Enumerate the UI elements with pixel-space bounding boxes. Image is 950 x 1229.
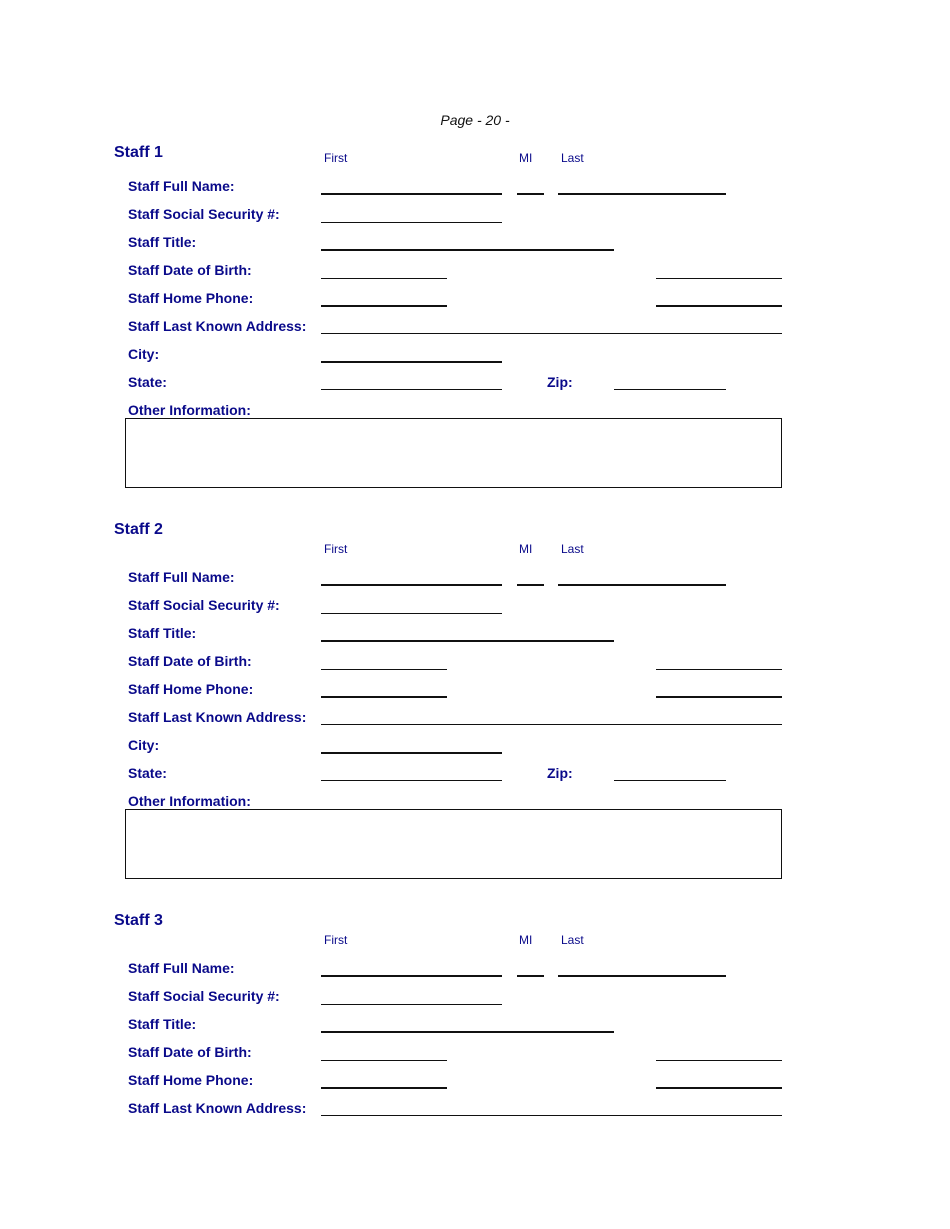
first-name-field[interactable] [321, 975, 502, 977]
state-field[interactable] [321, 389, 502, 390]
mi-column-label: MI [519, 542, 533, 556]
mi-column-label: MI [519, 151, 533, 165]
staff-heading: Staff 3 [114, 912, 163, 929]
dob-label: Staff Date of Birth: [128, 262, 252, 278]
mi-column-label: MI [519, 933, 533, 947]
zip-label: Zip: [547, 765, 573, 781]
address-label: Staff Last Known Address: [128, 1100, 307, 1116]
first-name-field[interactable] [321, 584, 502, 586]
first-column-label: First [324, 151, 348, 165]
last-column-label: Last [561, 933, 584, 947]
ssn-field[interactable] [321, 613, 502, 614]
address-label: Staff Last Known Address: [128, 709, 307, 725]
zip-field[interactable] [614, 389, 726, 390]
last-name-field[interactable] [558, 975, 726, 977]
middle-initial-field[interactable] [517, 975, 544, 977]
full-name-label: Staff Full Name: [128, 960, 235, 976]
first-column-label: First [324, 933, 348, 947]
state-label: State: [128, 765, 167, 781]
full-name-label: Staff Full Name: [128, 569, 235, 585]
home-phone-label: Staff Home Phone: [128, 290, 254, 306]
city-label: City: [128, 346, 160, 362]
ssn-label: Staff Social Security #: [128, 206, 280, 222]
home-phone-field[interactable] [321, 696, 447, 698]
title-label: Staff Title: [128, 625, 197, 641]
page-number: Page - 20 - [440, 112, 510, 128]
last-column-label: Last [561, 151, 584, 165]
home-phone-label: Staff Home Phone: [128, 1072, 254, 1088]
staff-heading: Staff 1 [114, 144, 163, 161]
address-field[interactable] [321, 1115, 782, 1116]
dob-label: Staff Date of Birth: [128, 1044, 252, 1060]
title-field[interactable] [321, 640, 614, 642]
ssn-field[interactable] [321, 1004, 502, 1005]
dob-field[interactable] [321, 669, 447, 670]
zip-label: Zip: [547, 374, 573, 390]
city-label: City: [128, 737, 160, 753]
staff-heading: Staff 2 [114, 521, 163, 538]
title-label: Staff Title: [128, 234, 197, 250]
dob-label: Staff Date of Birth: [128, 653, 252, 669]
middle-initial-field[interactable] [517, 584, 544, 586]
address-field[interactable] [321, 724, 782, 725]
address-label: Staff Last Known Address: [128, 318, 307, 334]
other-info-label: Other Information: [128, 793, 251, 809]
dob-field[interactable] [321, 1060, 447, 1061]
dob-extra-field[interactable] [656, 669, 782, 670]
ssn-label: Staff Social Security #: [128, 988, 280, 1004]
zip-field[interactable] [614, 780, 726, 781]
state-label: State: [128, 374, 167, 390]
home-phone-label: Staff Home Phone: [128, 681, 254, 697]
other-info-textbox[interactable] [125, 809, 782, 879]
city-field[interactable] [321, 752, 502, 754]
last-name-field[interactable] [558, 584, 726, 586]
other-info-textbox[interactable] [125, 418, 782, 488]
ssn-label: Staff Social Security #: [128, 597, 280, 613]
title-field[interactable] [321, 1031, 614, 1033]
full-name-label: Staff Full Name: [128, 178, 235, 194]
title-label: Staff Title: [128, 1016, 197, 1032]
other-info-label: Other Information: [128, 402, 251, 418]
dob-extra-field[interactable] [656, 1060, 782, 1061]
first-column-label: First [324, 542, 348, 556]
last-column-label: Last [561, 542, 584, 556]
home-phone-extra-field[interactable] [656, 696, 782, 698]
state-field[interactable] [321, 780, 502, 781]
home-phone-extra-field[interactable] [656, 1087, 782, 1089]
home-phone-field[interactable] [321, 1087, 447, 1089]
